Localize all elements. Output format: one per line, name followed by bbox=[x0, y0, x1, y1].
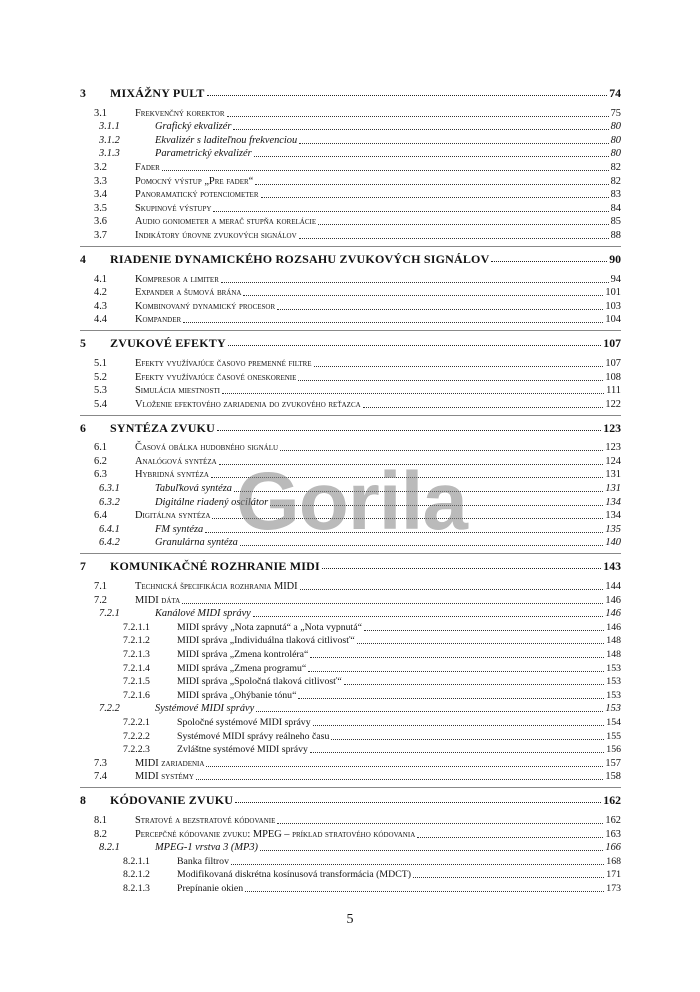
dot-leader bbox=[219, 464, 604, 465]
dot-leader bbox=[221, 282, 609, 283]
toc-entry-title: MIDI správa „Spoločná tlaková citlivosť“ bbox=[177, 676, 342, 688]
dot-leader bbox=[253, 616, 604, 617]
toc-entry-title: ZVUKOVÉ EFEKTY bbox=[110, 336, 226, 351]
toc-entry-number: 8.2.1.1 bbox=[123, 855, 150, 867]
toc-entry[interactable] bbox=[80, 770, 621, 784]
toc-entry-number: 4.2 bbox=[94, 287, 107, 299]
toc-entry-number: 6.4.2 bbox=[99, 537, 120, 549]
toc-entry-title: Grafický ekvalizér bbox=[155, 121, 232, 133]
toc-entry-number: 6.3 bbox=[94, 469, 107, 481]
toc-entry-title: Tabuľková syntéza bbox=[155, 483, 232, 495]
dot-leader bbox=[182, 603, 603, 604]
toc-entry-title: Percepčné kódovanie zvuku: MPEG – príklad stratového kódovania bbox=[135, 828, 416, 840]
toc-entry[interactable] bbox=[80, 715, 621, 729]
dot-leader bbox=[310, 752, 604, 753]
dot-leader bbox=[308, 671, 604, 672]
toc-entry-page: 140 bbox=[605, 537, 621, 549]
toc-entry-number: 8.2.1.2 bbox=[123, 869, 150, 881]
toc-entry-title: MIDI zariadenia bbox=[135, 757, 205, 769]
toc-entry-page: 153 bbox=[606, 689, 621, 701]
toc-entry[interactable] bbox=[80, 536, 621, 550]
toc-entry-title: Efekty využívajúce časové oneskorenie bbox=[135, 371, 297, 383]
toc-entry-number: 3.6 bbox=[94, 216, 107, 228]
toc-entry[interactable] bbox=[80, 299, 621, 313]
toc-entry-page: 80 bbox=[610, 134, 621, 146]
toc-entry[interactable] bbox=[80, 313, 621, 327]
dot-leader bbox=[196, 779, 603, 780]
toc-entry[interactable] bbox=[80, 634, 621, 648]
toc-entry-title: Banka filtrov bbox=[177, 855, 229, 867]
toc-entry-number: 7.2.2 bbox=[99, 703, 120, 715]
dot-leader bbox=[300, 589, 604, 590]
toc-entry-number: 8.2.1.3 bbox=[123, 882, 150, 894]
toc-entry-page: 80 bbox=[610, 148, 621, 160]
toc-entry-page: 94 bbox=[610, 273, 621, 285]
dot-leader bbox=[222, 393, 604, 394]
toc-entry-page: 101 bbox=[605, 287, 621, 299]
dot-leader bbox=[310, 657, 604, 658]
toc-entry-number: 8.2 bbox=[94, 828, 107, 840]
dot-leader bbox=[318, 224, 609, 225]
toc-entry-page: 111 bbox=[606, 385, 621, 397]
toc-entry-title: Kompander bbox=[135, 314, 182, 326]
toc-entry-page: 124 bbox=[605, 455, 621, 467]
toc-entry-title: Granulárna syntéza bbox=[155, 537, 238, 549]
toc-entry-page: 144 bbox=[605, 581, 621, 593]
toc-entry-page: 163 bbox=[605, 828, 621, 840]
toc-entry-number: 3.5 bbox=[94, 202, 107, 214]
toc-entry-title: Digitálne riadený oscilátor bbox=[155, 496, 269, 508]
toc-entry-page: 156 bbox=[606, 744, 621, 756]
toc-entry[interactable] bbox=[80, 620, 621, 634]
toc-entry-number: 7 bbox=[80, 559, 86, 574]
toc-entry-page: 148 bbox=[606, 635, 621, 647]
toc-entry[interactable] bbox=[80, 272, 621, 286]
dot-leader bbox=[280, 450, 603, 451]
dot-leader bbox=[217, 430, 601, 431]
toc-entry[interactable] bbox=[80, 160, 621, 174]
toc-entry-number: 3.3 bbox=[94, 175, 107, 187]
dot-leader bbox=[207, 95, 608, 96]
dot-leader bbox=[364, 630, 604, 631]
dot-leader bbox=[228, 345, 601, 346]
toc-entry[interactable] bbox=[80, 579, 621, 593]
toc-entry-title: MIXÁŽNY PULT bbox=[110, 86, 205, 100]
toc-entry-page: 153 bbox=[606, 662, 621, 674]
toc-entry-title: Expander a šumová brána bbox=[135, 287, 242, 299]
toc-entry-number: 6 bbox=[80, 420, 86, 435]
toc-entry-title: Stratové a bezstratové kódovanie bbox=[135, 814, 276, 826]
toc-entry-number: 5.3 bbox=[94, 385, 107, 397]
toc-entry-number: 6.4.1 bbox=[99, 523, 120, 535]
toc-entry-number: 8.2.1 bbox=[99, 842, 120, 854]
dot-leader bbox=[231, 864, 604, 865]
toc-entry-title: Prepínanie okien bbox=[177, 882, 244, 894]
toc-entry-number: 3.2 bbox=[94, 161, 107, 173]
toc-entry-number: 7.2.1.3 bbox=[123, 649, 150, 660]
toc-entry[interactable] bbox=[80, 468, 621, 482]
dot-leader bbox=[313, 725, 605, 726]
toc-entry-page: 162 bbox=[605, 814, 621, 826]
toc-entry-page: 85 bbox=[610, 216, 621, 228]
toc-entry-number: 6.4 bbox=[94, 510, 107, 522]
toc-entry-page: 107 bbox=[603, 336, 621, 351]
toc-entry-page: 75 bbox=[610, 107, 621, 119]
toc-entry[interactable] bbox=[80, 397, 621, 411]
toc-entry[interactable] bbox=[80, 441, 621, 455]
toc-entry-number: 7.2.2.2 bbox=[123, 730, 150, 742]
toc-entry-title: Skupinové výstupy bbox=[135, 202, 212, 214]
watermark-logo: Gorila bbox=[236, 456, 467, 547]
dot-leader bbox=[162, 170, 609, 171]
toc-entry[interactable] bbox=[80, 384, 621, 398]
toc-entry-number: 7.3 bbox=[94, 757, 107, 769]
dot-leader bbox=[491, 261, 607, 262]
dot-leader bbox=[183, 322, 603, 323]
toc-entry-title: Spoločné systémové MIDI správy bbox=[177, 716, 311, 728]
toc-entry-title: Analógová syntéza bbox=[135, 455, 217, 467]
dot-leader bbox=[413, 877, 604, 878]
toc-entry[interactable] bbox=[80, 881, 621, 895]
toc-entry-title: Systémové MIDI správy reálneho času bbox=[177, 730, 330, 742]
toc-entry-page: 162 bbox=[603, 793, 621, 808]
toc-entry-number: 6.2 bbox=[94, 455, 107, 467]
dot-leader bbox=[256, 711, 603, 712]
toc-entry[interactable] bbox=[80, 454, 621, 468]
toc-entry[interactable] bbox=[80, 607, 621, 621]
toc-entry-number: 3.1.1 bbox=[99, 121, 120, 133]
toc-entry-page: 84 bbox=[610, 202, 621, 214]
toc-entry-title: Audio goniometer a merač stupňa korelácie bbox=[135, 216, 317, 228]
dot-leader bbox=[299, 238, 609, 239]
dot-leader bbox=[213, 211, 608, 212]
toc-entry-number: 7.2.1.4 bbox=[123, 662, 150, 674]
toc-entry-page: 123 bbox=[603, 420, 621, 435]
toc-entry[interactable] bbox=[80, 661, 621, 675]
toc-entry[interactable] bbox=[80, 522, 621, 536]
toc-entry-page: 88 bbox=[610, 229, 621, 241]
toc-entry-title: Digitálna syntéza bbox=[135, 510, 211, 522]
toc-chapter-entry[interactable] bbox=[80, 415, 621, 437]
toc-entry[interactable] bbox=[80, 854, 621, 868]
toc-entry-number: 7.4 bbox=[94, 771, 107, 783]
dot-leader bbox=[270, 505, 603, 506]
toc-entry-number: 4.3 bbox=[94, 300, 107, 312]
toc-entry-page: 146 bbox=[605, 608, 621, 620]
dot-leader bbox=[235, 802, 601, 803]
toc-entry-title: RIADENIE DYNAMICKÉHO ROZSAHU ZVUKOVÝCH SIGNÁLOV bbox=[110, 251, 490, 266]
toc-entry-page: 135 bbox=[605, 523, 621, 535]
toc-entry-page: 82 bbox=[610, 161, 621, 173]
toc-entry[interactable] bbox=[80, 188, 621, 202]
toc-entry-title: Indikátory úrovne zvukových signálov bbox=[135, 229, 297, 241]
toc-entry-title: Parametrický ekvalizér bbox=[155, 148, 252, 160]
toc-entry-number: 5.1 bbox=[94, 357, 107, 369]
toc-chapter-entry[interactable] bbox=[80, 553, 621, 575]
toc-entry-title: Fader bbox=[135, 161, 160, 173]
toc-entry-page: 107 bbox=[605, 357, 621, 369]
dot-leader bbox=[417, 837, 603, 838]
toc-entry-page: 143 bbox=[603, 559, 621, 574]
toc-entry-page: 83 bbox=[610, 189, 621, 201]
toc-entry-title: Technická špecifikácia rozhrania MIDI bbox=[135, 581, 298, 593]
toc-entry-page: 82 bbox=[610, 175, 621, 187]
dot-leader bbox=[344, 684, 605, 685]
toc-entry-page: 157 bbox=[605, 757, 621, 769]
toc-entry-title: Efekty využívajúce časovo premenné filtre bbox=[135, 357, 312, 369]
toc-entry-number: 6.3.2 bbox=[99, 496, 120, 508]
toc-entry-title: Kanálové MIDI správy bbox=[155, 608, 251, 620]
toc-entry[interactable] bbox=[80, 729, 621, 743]
toc-entry[interactable] bbox=[80, 356, 621, 370]
toc-entry-title: MIDI systémy bbox=[135, 771, 194, 783]
toc-entry-number: 4.1 bbox=[94, 273, 107, 285]
toc-entry[interactable] bbox=[80, 688, 621, 702]
toc-entry-page: 173 bbox=[606, 882, 621, 894]
toc-entry-number: 3 bbox=[80, 86, 86, 100]
toc-entry-title: Zvláštne systémové MIDI správy bbox=[177, 744, 308, 756]
toc-entry-number: 7.2 bbox=[94, 594, 107, 606]
toc-entry[interactable] bbox=[80, 201, 621, 215]
toc-chapter-entry[interactable] bbox=[80, 330, 621, 352]
toc-entry[interactable] bbox=[80, 702, 621, 716]
toc-entry-page: 155 bbox=[606, 730, 621, 742]
toc-entry[interactable] bbox=[80, 647, 621, 661]
dot-leader bbox=[254, 156, 609, 157]
toc-entry-number: 5.4 bbox=[94, 398, 107, 410]
dot-leader bbox=[205, 532, 603, 533]
dot-leader bbox=[206, 766, 603, 767]
dot-leader bbox=[331, 739, 604, 740]
dot-leader bbox=[261, 197, 609, 198]
toc-entry-title: SYNTÉZA ZVUKU bbox=[110, 420, 215, 435]
toc-entry[interactable] bbox=[80, 593, 621, 607]
toc-entry-number: 6.3.1 bbox=[99, 483, 120, 495]
toc-entry-title: MIDI správa „Zmena programu“ bbox=[177, 662, 307, 674]
dot-leader bbox=[255, 184, 608, 185]
toc-entry-title: Ekvalizér s laditeľnou frekvenciou bbox=[155, 134, 298, 146]
toc-entry[interactable] bbox=[80, 756, 621, 770]
dot-leader bbox=[260, 850, 603, 851]
toc-entry-title: Modifikovaná diskrétna kosínusová transformácia (MDCT) bbox=[177, 869, 411, 881]
dot-leader bbox=[212, 518, 603, 519]
toc-entry[interactable] bbox=[80, 147, 621, 161]
toc-entry-page: 122 bbox=[605, 398, 621, 410]
toc-entry-page: 154 bbox=[606, 716, 621, 728]
toc-entry[interactable] bbox=[80, 106, 621, 120]
toc-entry-title: Systémové MIDI správy bbox=[155, 703, 255, 715]
toc-entry-number: 7.2.1.5 bbox=[123, 676, 150, 688]
toc-entry[interactable] bbox=[80, 228, 621, 242]
toc-entry-number: 7.2.1.1 bbox=[123, 621, 150, 633]
toc-entry[interactable] bbox=[80, 174, 621, 188]
toc-entry-page: 131 bbox=[605, 469, 621, 481]
toc-entry-title: MPEG-1 vrstva 3 (MP3) bbox=[155, 842, 259, 854]
toc-entry-title: MIDI správy „Nota zapnutá“ a „Nota vypnutá“ bbox=[177, 621, 362, 633]
toc-entry[interactable] bbox=[80, 120, 621, 134]
toc-chapter-entry[interactable] bbox=[80, 246, 621, 268]
toc-entry-title: Vloženie efektového zariadenia do zvukového reťazca bbox=[135, 398, 361, 410]
toc-entry-page: 134 bbox=[605, 510, 621, 522]
page-number: 5 bbox=[346, 912, 354, 927]
toc-entry[interactable] bbox=[80, 481, 621, 495]
toc-entry-title: FM syntéza bbox=[155, 523, 204, 535]
toc-entry-number: 7.1 bbox=[94, 581, 107, 593]
toc-entry-page: 74 bbox=[609, 86, 621, 100]
toc-entry-title: MIDI dáta bbox=[135, 594, 181, 606]
toc-entry-title: KÓDOVANIE ZVUKU bbox=[110, 793, 234, 808]
toc-entry-page: 103 bbox=[605, 300, 621, 312]
dot-leader bbox=[314, 366, 604, 367]
toc-entry-number: 3.7 bbox=[94, 229, 107, 241]
dot-leader bbox=[299, 143, 608, 144]
dot-leader bbox=[277, 823, 603, 824]
toc-entry[interactable] bbox=[80, 509, 621, 523]
toc-entry-title: Kompresor a limiter bbox=[135, 273, 219, 285]
toc-entry-title: Frekvenčný korektor bbox=[135, 107, 225, 119]
toc-entry[interactable] bbox=[80, 868, 621, 882]
toc-entry-page: 123 bbox=[605, 442, 621, 454]
toc-entry-title: Panoramatický potenciometer bbox=[135, 189, 259, 201]
toc-entry-number: 4 bbox=[80, 251, 86, 266]
toc-entry-number: 3.4 bbox=[94, 189, 107, 201]
toc-entry-page: 90 bbox=[609, 251, 621, 266]
toc-entry-number: 3.1.2 bbox=[99, 134, 120, 146]
toc-entry-title: Simulácia miestnosti bbox=[135, 385, 220, 397]
toc-entry-number: 7.2.2.3 bbox=[123, 744, 150, 756]
toc-entry-page: 108 bbox=[605, 371, 621, 383]
toc-entry-number: 7.2.1.6 bbox=[123, 689, 150, 701]
toc-entry[interactable] bbox=[80, 675, 621, 689]
toc-entry-page: 146 bbox=[605, 594, 621, 606]
toc-entry-number: 8 bbox=[80, 793, 86, 808]
toc-entry[interactable] bbox=[80, 495, 621, 509]
toc-entry-number: 6.1 bbox=[94, 442, 107, 454]
toc-chapter-entry[interactable] bbox=[80, 787, 621, 809]
toc-entry[interactable] bbox=[80, 841, 621, 855]
dot-leader bbox=[227, 116, 609, 117]
toc-entry-page: 168 bbox=[606, 855, 621, 867]
dot-leader bbox=[240, 545, 604, 546]
toc-entry[interactable] bbox=[80, 286, 621, 300]
toc-entry-title: MIDI správa „Zmena kontroléra“ bbox=[177, 649, 309, 660]
toc-entry-page: 131 bbox=[605, 483, 621, 495]
toc-entry-page: 134 bbox=[605, 496, 621, 508]
toc-entry-page: 158 bbox=[605, 771, 621, 783]
toc-entry[interactable] bbox=[80, 813, 621, 827]
table-of-contents bbox=[80, 80, 621, 895]
toc-entry-title: MIDI správa „Ohýbanie tónu“ bbox=[177, 689, 297, 701]
toc-entry[interactable] bbox=[80, 215, 621, 229]
dot-leader bbox=[322, 568, 601, 569]
toc-entry-number: 8.1 bbox=[94, 814, 107, 826]
toc-entry-page: 171 bbox=[606, 869, 621, 881]
dot-leader bbox=[233, 129, 608, 130]
dot-leader bbox=[245, 891, 604, 892]
dot-leader bbox=[363, 407, 604, 408]
toc-entry-title: Kombinovaný dynamický procesor bbox=[135, 300, 276, 312]
toc-entry-page: 166 bbox=[605, 842, 621, 854]
toc-entry-page: 80 bbox=[610, 121, 621, 133]
toc-entry[interactable] bbox=[80, 827, 621, 841]
toc-chapter-entry[interactable] bbox=[80, 80, 621, 102]
toc-entry-page: 153 bbox=[606, 676, 621, 688]
dot-leader bbox=[298, 698, 604, 699]
toc-entry-number: 7.2.1 bbox=[99, 608, 120, 620]
toc-entry[interactable] bbox=[80, 370, 621, 384]
toc-entry-page: 146 bbox=[606, 621, 621, 633]
dot-leader bbox=[243, 295, 603, 296]
dot-leader bbox=[298, 380, 603, 381]
toc-entry-page: 148 bbox=[606, 649, 621, 660]
toc-entry-page: 153 bbox=[605, 703, 621, 715]
toc-entry[interactable] bbox=[80, 743, 621, 757]
toc-entry-number: 5 bbox=[80, 336, 86, 351]
toc-entry[interactable] bbox=[80, 133, 621, 147]
toc-entry-number: 5.2 bbox=[94, 371, 107, 383]
toc-entry-number: 3.1.3 bbox=[99, 148, 120, 160]
toc-entry-title: MIDI správa „Individuálna tlaková citlivosť“ bbox=[177, 635, 355, 647]
toc-entry-number: 7.2.1.2 bbox=[123, 635, 150, 647]
dot-leader bbox=[277, 309, 603, 310]
toc-entry-number: 4.4 bbox=[94, 314, 107, 326]
dot-leader bbox=[357, 643, 605, 644]
toc-entry-title: Hybridná syntéza bbox=[135, 469, 209, 481]
toc-entry-page: 104 bbox=[605, 314, 621, 326]
dot-leader bbox=[211, 477, 604, 478]
dot-leader bbox=[234, 491, 603, 492]
toc-entry-number: 3.1 bbox=[94, 107, 107, 119]
toc-entry-title: Pomocný výstup „Pre fader“ bbox=[135, 175, 254, 187]
toc-entry-number: 7.2.2.1 bbox=[123, 716, 150, 728]
toc-entry-title: KOMUNIKAČNÉ ROZHRANIE MIDI bbox=[110, 559, 320, 574]
toc-entry-title: Časová obálka hudobného signálu bbox=[135, 442, 279, 454]
